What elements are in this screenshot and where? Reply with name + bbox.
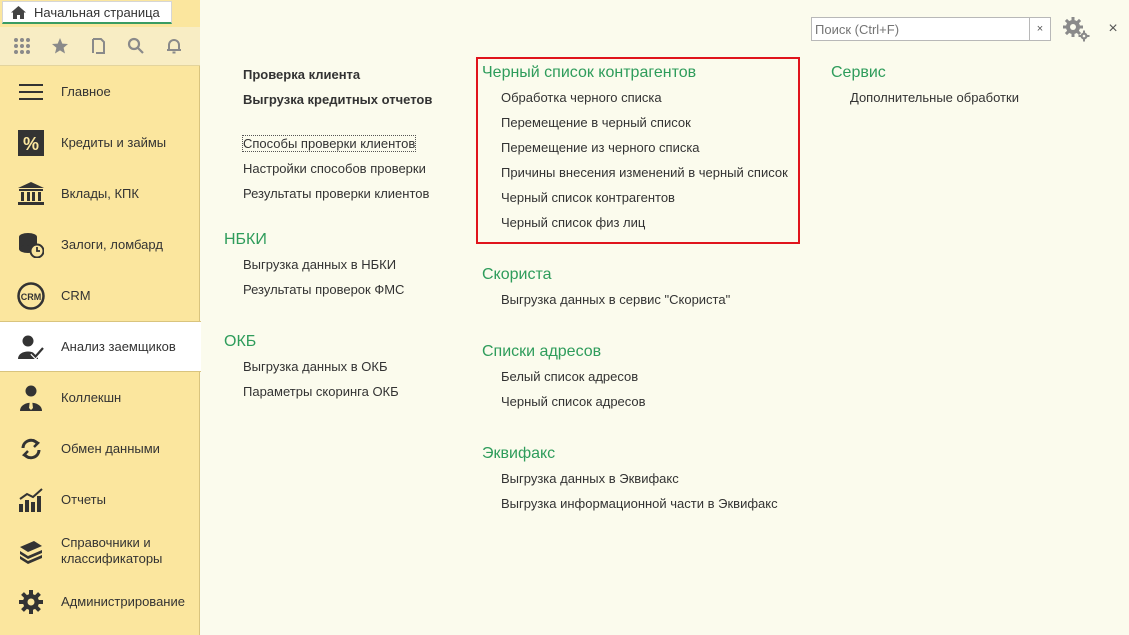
link-whitelist-addresses[interactable]: Белый список адресов — [501, 369, 639, 384]
link-additional-processing[interactable]: Дополнительные обработки — [850, 90, 1019, 105]
sidebar-nav — [0, 66, 200, 627]
sidebar-item-label: CRM — [61, 287, 91, 303]
group-title-equifax: Эквифакс — [482, 445, 556, 462]
link-okb-upload[interactable]: Выгрузка данных в ОКБ — [243, 359, 388, 374]
sidebar-item-label: Анализ заемщиков — [61, 338, 176, 354]
sidebar-item-deposits[interactable] — [0, 168, 200, 219]
link-credit-reports-upload[interactable]: Выгрузка кредитных отчетов — [243, 92, 433, 107]
sidebar-item-label: Вклады, КПК — [61, 185, 139, 201]
sidebar-item-label: Справочники и классификаторы — [61, 534, 163, 566]
apps-grid-icon[interactable] — [8, 32, 36, 60]
link-equifax-upload[interactable]: Выгрузка данных в Эквифакс — [501, 471, 679, 486]
sidebar-item-borrower-analysis[interactable] — [0, 321, 201, 372]
sidebar-item-label: Отчеты — [61, 491, 106, 507]
sidebar-item-reports[interactable] — [0, 474, 200, 525]
link-blacklist-counterparties[interactable]: Черный список контрагентов — [501, 190, 675, 205]
sidebar — [0, 0, 200, 635]
chart-icon — [17, 486, 45, 514]
group-title-scorista: Скориста — [482, 266, 552, 283]
bank-icon — [17, 180, 45, 208]
home-icon — [11, 6, 26, 19]
link-move-from-blacklist[interactable]: Перемещение из черного списка — [501, 140, 700, 155]
link-nbki-upload[interactable]: Выгрузка данных в НБКИ — [243, 257, 397, 272]
sidebar-item-credits[interactable] — [0, 117, 200, 168]
person-suit-icon — [17, 384, 45, 412]
sidebar-toolbar — [0, 27, 200, 66]
group-title-okb: ОКБ — [224, 333, 257, 350]
link-blacklist-addresses[interactable]: Черный список адресов — [501, 394, 646, 409]
group-address-lists — [482, 342, 646, 418]
link-fms-results[interactable]: Результаты проверок ФМС — [243, 282, 405, 297]
search-input[interactable] — [812, 18, 1029, 40]
link-equifax-info-upload[interactable]: Выгрузка информационной части в Эквифакс — [501, 496, 778, 511]
sidebar-item-crm[interactable] — [0, 270, 200, 321]
link-blacklist-individuals[interactable]: Черный список физ лиц — [501, 215, 646, 230]
sidebar-item-pledges[interactable] — [0, 219, 200, 270]
group-title-address-lists: Списки адресов — [482, 343, 602, 360]
sidebar-item-label: Обмен данными — [61, 440, 160, 456]
star-icon[interactable] — [46, 32, 74, 60]
exchange-icon — [17, 435, 45, 463]
settings-gear-icon[interactable] — [1062, 16, 1090, 42]
group-title-service: Сервис — [831, 64, 886, 81]
link-check-methods-settings[interactable]: Настройки способов проверки — [243, 161, 426, 176]
link-client-check[interactable]: Проверка клиента — [243, 67, 361, 82]
sidebar-item-directories[interactable] — [0, 525, 200, 576]
group-title-blacklist: Черный список контрагентов — [482, 64, 697, 81]
person-check-icon — [17, 333, 45, 361]
crm-icon — [17, 282, 45, 310]
sidebar-item-label: Главное — [61, 83, 111, 99]
percent-icon — [17, 129, 45, 157]
search-clear-button[interactable]: × — [1029, 18, 1050, 40]
close-button[interactable]: × — [1108, 20, 1118, 37]
search-icon[interactable] — [122, 32, 150, 60]
link-check-methods[interactable]: Способы проверки клиентов — [243, 136, 416, 151]
link-blacklist-change-reasons[interactable]: Причины внесения изменений в черный список — [501, 165, 788, 180]
sidebar-item-label: Администрирование — [61, 593, 185, 609]
highlight-frame — [476, 57, 800, 244]
sidebar-item-collection[interactable] — [0, 372, 200, 423]
sidebar-item-label: Залоги, ломбард — [61, 236, 163, 252]
sidebar-item-main[interactable] — [0, 66, 200, 117]
svg-text:%: % — [22, 133, 40, 154]
home-tab-label: Начальная страница — [34, 4, 160, 20]
bell-icon[interactable] — [160, 32, 188, 60]
group-title-nbki: НБКИ — [224, 231, 267, 248]
link-move-to-blacklist[interactable]: Перемещение в черный список — [501, 115, 691, 130]
group-service — [831, 63, 1019, 114]
group-equifax — [482, 444, 778, 520]
sidebar-item-label: Кредиты и займы — [61, 134, 167, 150]
group-okb — [224, 332, 399, 408]
home-tab[interactable] — [2, 1, 172, 24]
column-client-check — [224, 66, 432, 116]
link-okb-scoring-params[interactable]: Параметры скоринга ОКБ — [243, 384, 399, 399]
link-check-results[interactable]: Результаты проверки клиентов — [243, 186, 430, 201]
books-icon — [17, 537, 45, 565]
group-scorista — [482, 265, 730, 316]
home-tab-bar — [0, 0, 200, 27]
link-scorista-upload[interactable]: Выгрузка данных в сервис "Скориста" — [501, 292, 731, 307]
column-check-methods — [224, 135, 429, 210]
coins-clock-icon — [17, 231, 45, 259]
svg-text:CRM: CRM — [20, 291, 42, 302]
history-icon[interactable] — [84, 32, 112, 60]
link-blacklist-processing[interactable]: Обработка черного списка — [501, 90, 662, 105]
search-box — [811, 17, 1051, 41]
sidebar-item-administration[interactable] — [0, 576, 200, 627]
sidebar-item-label: Коллекшн — [61, 389, 122, 405]
sidebar-item-data-exchange[interactable] — [0, 423, 200, 474]
menu-icon — [17, 78, 45, 106]
group-nbki — [224, 230, 404, 306]
gear-icon — [17, 588, 45, 616]
